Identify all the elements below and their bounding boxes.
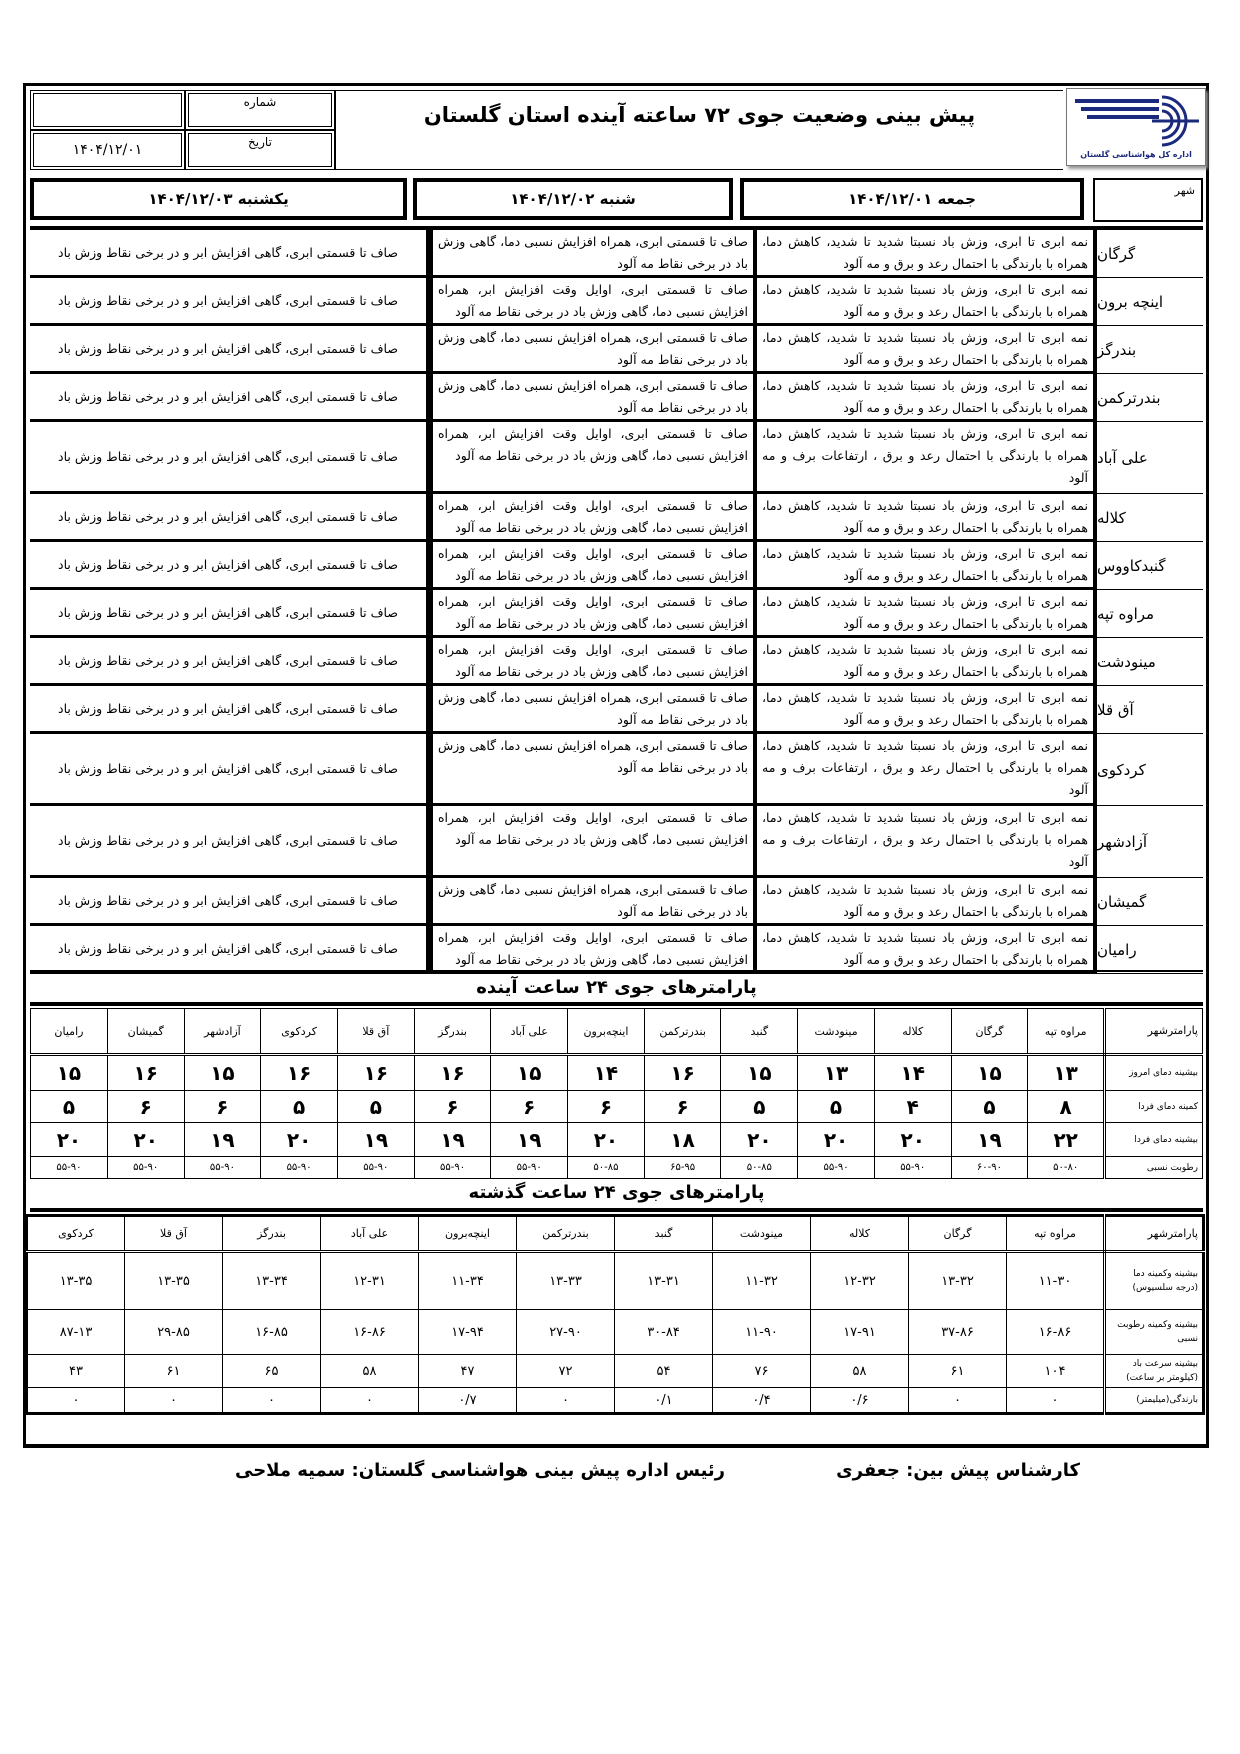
table-cell: ۱۹ [491, 1123, 568, 1157]
forecast-saturday: صاف تا قسمتی ابری، اوایل وقت افزایش ابر، همراه افزایش نسبی دما، گاهی وزش باد در برخی نقاط مه آلود [427, 806, 753, 878]
forecast-sunday: صاف تا قسمتی ابری، گاهی افزایش ابر و در برخی نقاط وزش باد [30, 374, 427, 422]
table-cell: ۵۵-۹۰ [798, 1157, 875, 1179]
table-cell: ۶ [107, 1091, 184, 1123]
table-cell: ۵ [337, 1091, 414, 1123]
head-signature: رئیس اداره پیش بینی هواشناسی گلستان: سمیه ملاحی [235, 1460, 726, 1481]
past24-table [25, 1214, 1205, 1415]
table-cell: ۱۱-۹۰ [713, 1310, 811, 1355]
city-column-header: علی آباد [321, 1216, 419, 1252]
forecast-friday: نمه ابری تا ابری، وزش باد نسبتا شدید تا شدید، کاهش دما، همراه با بارندگی با احتمال رعد و برق ، ارتفاعات برف و مه آلود [753, 734, 1093, 806]
corner-label: پارامترشهر [1105, 1009, 1203, 1055]
page-title: پیش بینی وضعیت جوی ۷۲ ساعته آینده استان گلستان [423, 103, 976, 127]
city-column-header: گمیشان [107, 1009, 184, 1055]
day-header-saturday [413, 178, 733, 220]
table-cell: ۸ [1028, 1091, 1105, 1123]
forecast-sunday: صاف تا قسمتی ابری، گاهی افزایش ابر و در برخی نقاط وزش باد [30, 590, 427, 638]
table-cell: ۶ [414, 1091, 491, 1123]
table-header-row [27, 1216, 1204, 1252]
table-cell: ۲۲ [1028, 1123, 1105, 1157]
forecast-friday: نمه ابری تا ابری، وزش باد نسبتا شدید تا شدید، کاهش دما، همراه با بارندگی با احتمال رعد و برق و مه آلود [753, 638, 1093, 686]
city-name: بندرترکمن [1093, 374, 1203, 422]
forecast-friday: نمه ابری تا ابری، وزش باد نسبتا شدید تا شدید، کاهش دما، همراه با بارندگی با احتمال رعد و برق و مه آلود [753, 686, 1093, 734]
table-cell: ۵ [31, 1091, 108, 1123]
city-column-header: مراوه تپه [1028, 1009, 1105, 1055]
forecast-sunday: صاف تا قسمتی ابری، گاهی افزایش ابر و در برخی نقاط وزش باد [30, 230, 427, 278]
logo-caption: اداره کل هواشناسی گلستان [1080, 150, 1192, 159]
city-name: بندرگز [1093, 326, 1203, 374]
forecast-saturday: صاف تا قسمتی ابری، اوایل وقت افزایش ابر، همراه افزایش نسبی دما، گاهی وزش باد در برخی نقاط مه آلود [427, 926, 753, 974]
table-cell: ۱۶ [107, 1055, 184, 1091]
city-name: گنبدکاووس [1093, 542, 1203, 590]
city-column-header: رامیان [31, 1009, 108, 1055]
forecast-sunday: صاف تا قسمتی ابری، گاهی افزایش ابر و در برخی نقاط وزش باد [30, 542, 427, 590]
city-name: اینچه برون [1093, 278, 1203, 326]
city-name: گرگان [1093, 230, 1203, 278]
next24-title [30, 970, 1203, 1006]
table-cell: ۱۶ [644, 1055, 721, 1091]
forecast-friday: نمه ابری تا ابری، وزش باد نسبتا شدید تا شدید، کاهش دما، همراه با بارندگی با احتمال رعد و برق و مه آلود [753, 494, 1093, 542]
city-header-label: شهر [1174, 184, 1195, 197]
table-cell: ۲۰ [568, 1123, 645, 1157]
forecaster-signature: کارشناس پیش بین: جعفری [836, 1460, 1080, 1481]
city-name: آق قلا [1093, 686, 1203, 734]
day-header-friday [740, 178, 1084, 220]
forecast-saturday: صاف تا قسمتی ابری، اوایل وقت افزایش ابر، همراه افزایش نسبی دما، گاهی وزش باد در برخی نقاط مه آلود [427, 278, 753, 326]
forecast-saturday: صاف تا قسمتی ابری، اوایل وقت افزایش ابر، همراه افزایش نسبی دما، گاهی وزش باد در برخی نقاط مه آلود [427, 542, 753, 590]
table-row [31, 1055, 1203, 1091]
table-cell: ۱۰۴ [1007, 1355, 1105, 1388]
city-name: گمیشان [1093, 878, 1203, 926]
city-name: رامیان [1093, 926, 1203, 974]
forecast-saturday: صاف تا قسمتی ابری، همراه افزایش نسبی دما، گاهی وزش باد در برخی نقاط مه آلود [427, 686, 753, 734]
table-cell: ۰ [1007, 1388, 1105, 1414]
table-cell: ۵ [798, 1091, 875, 1123]
table-cell: ۵۵-۹۰ [337, 1157, 414, 1179]
table-row [31, 1123, 1203, 1157]
table-cell: ۷۶ [713, 1355, 811, 1388]
table-cell: ۱۲-۳۱ [321, 1252, 419, 1310]
row-label: بیشینه دمای فردا [1105, 1123, 1203, 1157]
title-cell [335, 90, 1063, 170]
table-cell: ۲۰ [874, 1123, 951, 1157]
table-cell: ۵۵-۹۰ [31, 1157, 108, 1179]
table-cell: ۶۵-۹۵ [644, 1157, 721, 1179]
forecast-friday: نمه ابری تا ابری، وزش باد نسبتا شدید تا شدید، کاهش دما، همراه با بارندگی با احتمال رعد و برق ، ارتفاعات برف و مه آلود [753, 422, 1093, 494]
city-column-header: مراوه تپه [1007, 1216, 1105, 1252]
forecast-friday: نمه ابری تا ابری، وزش باد نسبتا شدید تا شدید، کاهش دما، همراه با بارندگی با احتمال رعد و برق ، ارتفاعات برف و مه آلود [753, 806, 1093, 878]
forecast-saturday: صاف تا قسمتی ابری، همراه افزایش نسبی دما، گاهی وزش باد در برخی نقاط مه آلود [427, 374, 753, 422]
table-row [31, 1091, 1203, 1123]
city-column-header: کلاله [874, 1009, 951, 1055]
table-cell: ۲۰ [721, 1123, 798, 1157]
corner-label: پارامترشهر [1105, 1216, 1204, 1252]
table-cell: ۱۳ [1028, 1055, 1105, 1091]
table-cell: ۳۷-۸۶ [909, 1310, 1007, 1355]
table-cell: ۱۳-۳۵ [27, 1252, 125, 1310]
city-name: مینودشت [1093, 638, 1203, 686]
table-cell: ۱۴ [874, 1055, 951, 1091]
row-label: بارندگی(میلیمتر) [1105, 1388, 1204, 1414]
city-column-header: بندرگز [223, 1216, 321, 1252]
table-cell: ۵ [261, 1091, 338, 1123]
table-cell: ۱۶-۸۵ [223, 1310, 321, 1355]
table-cell: ۱۷-۹۱ [811, 1310, 909, 1355]
forecast-row [30, 734, 1203, 806]
table-cell: ۶۱ [909, 1355, 1007, 1388]
table-cell: ۴۷ [419, 1355, 517, 1388]
next24-table [30, 1008, 1203, 1179]
forecast-sunday: صاف تا قسمتی ابری، گاهی افزایش ابر و در برخی نقاط وزش باد [30, 326, 427, 374]
table-cell: ۱۳-۳۱ [615, 1252, 713, 1310]
table-cell: ۱۳-۳۳ [517, 1252, 615, 1310]
table-cell: ۱۹ [337, 1123, 414, 1157]
city-column-header: مینودشت [713, 1216, 811, 1252]
table-cell: ۱۵ [31, 1055, 108, 1091]
city-column-header: کردکوی [261, 1009, 338, 1055]
forecast-sunday: صاف تا قسمتی ابری، گاهی افزایش ابر و در برخی نقاط وزش باد [30, 278, 427, 326]
forecast-row [30, 326, 1203, 374]
table-cell: ۵۴ [615, 1355, 713, 1388]
table-cell: ۲۰ [31, 1123, 108, 1157]
table-row [27, 1310, 1204, 1355]
forecast-saturday: صاف تا قسمتی ابری، اوایل وقت افزایش ابر، همراه افزایش نسبی دما، گاهی وزش باد در برخی نقاط مه آلود [427, 590, 753, 638]
table-cell: ۱۹ [414, 1123, 491, 1157]
table-cell: ۱۳-۳۵ [125, 1252, 223, 1310]
table-cell: ۶۰-۹۰ [951, 1157, 1028, 1179]
number-label-cell [185, 90, 335, 130]
table-cell: ۱۹ [951, 1123, 1028, 1157]
table-cell: ۱۵ [184, 1055, 261, 1091]
table-cell: ۰ [223, 1388, 321, 1414]
forecast-row [30, 878, 1203, 926]
table-cell: ۱۶ [414, 1055, 491, 1091]
table-cell: ۰/۱ [615, 1388, 713, 1414]
city-column-header: گرگان [951, 1009, 1028, 1055]
table-cell: ۳۰-۸۴ [615, 1310, 713, 1355]
day-label: یکشنبه ۱۴۰۴/۱۲/۰۳ [148, 190, 289, 208]
date-label: تاریخ [248, 135, 272, 149]
table-header-row [31, 1009, 1203, 1055]
forecast-friday: نمه ابری تا ابری، وزش باد نسبتا شدید تا شدید، کاهش دما، همراه با بارندگی با احتمال رعد و برق و مه آلود [753, 326, 1093, 374]
date-value: ۱۴۰۴/۱۲/۰۱ [72, 142, 143, 158]
table-row [27, 1388, 1204, 1414]
forecast-friday: نمه ابری تا ابری، وزش باد نسبتا شدید تا شدید، کاهش دما، همراه با بارندگی با احتمال رعد و برق و مه آلود [753, 590, 1093, 638]
forecast-row [30, 686, 1203, 734]
table-cell: ۵۰-۸۵ [568, 1157, 645, 1179]
table-cell: ۴ [874, 1091, 951, 1123]
city-column-header: گنبد [615, 1216, 713, 1252]
city-column-header: بندرترکمن [644, 1009, 721, 1055]
row-label: بیشینه وکمینه دما (درجه سلسیوس) [1105, 1252, 1204, 1310]
table-cell: ۶ [184, 1091, 261, 1123]
city-column-header: گرگان [909, 1216, 1007, 1252]
table-cell: ۰/۶ [811, 1388, 909, 1414]
city-column-header: آق قلا [125, 1216, 223, 1252]
day-label: شنبه ۱۴۰۴/۱۲/۰۲ [510, 190, 636, 208]
forecast-row [30, 374, 1203, 422]
forecast-sunday: صاف تا قسمتی ابری، گاهی افزایش ابر و در برخی نقاط وزش باد [30, 878, 427, 926]
table-cell: ۱۵ [951, 1055, 1028, 1091]
forecast-saturday: صاف تا قسمتی ابری، همراه افزایش نسبی دما، گاهی وزش باد در برخی نقاط مه آلود [427, 326, 753, 374]
city-column-header: بندرترکمن [517, 1216, 615, 1252]
city-column-header: کلاله [811, 1216, 909, 1252]
table-cell: ۰ [27, 1388, 125, 1414]
table-cell: ۱۹ [184, 1123, 261, 1157]
table-cell: ۸۷-۱۳ [27, 1310, 125, 1355]
city-column-header: مینودشت [798, 1009, 875, 1055]
city-column-header: آق قلا [337, 1009, 414, 1055]
forecast-friday: نمه ابری تا ابری، وزش باد نسبتا شدید تا شدید، کاهش دما، همراه با بارندگی با احتمال رعد و برق و مه آلود [753, 542, 1093, 590]
city-name: کلاله [1093, 494, 1203, 542]
day-header-sunday [30, 178, 407, 220]
table-cell: ۵۵-۹۰ [184, 1157, 261, 1179]
row-label: بیشینه سرعت باد (کیلومتر بر ساعت) [1105, 1355, 1204, 1388]
table-cell: ۲۰ [798, 1123, 875, 1157]
day-label: جمعه ۱۴۰۴/۱۲/۰۱ [848, 190, 976, 208]
table-cell: ۵۸ [811, 1355, 909, 1388]
table-cell: ۵۵-۹۰ [107, 1157, 184, 1179]
past24-title [30, 1176, 1203, 1212]
table-row [27, 1252, 1204, 1310]
city-column-header: گنبد [721, 1009, 798, 1055]
date-label-cell [185, 130, 335, 170]
table-cell: ۶ [568, 1091, 645, 1123]
city-name: آزادشهر [1093, 806, 1203, 878]
table-cell: ۱۳-۳۲ [909, 1252, 1007, 1310]
table-cell: ۰ [909, 1388, 1007, 1414]
table-cell: ۴۳ [27, 1355, 125, 1388]
table-cell: ۵ [721, 1091, 798, 1123]
table-cell: ۱۱-۳۴ [419, 1252, 517, 1310]
city-column-header: علی آباد [491, 1009, 568, 1055]
city-column-header: کردکوی [27, 1216, 125, 1252]
forecast-row [30, 494, 1203, 542]
forecast-row [30, 590, 1203, 638]
forecast-friday: نمه ابری تا ابری، وزش باد نسبتا شدید تا شدید، کاهش دما، همراه با بارندگی با احتمال رعد و برق و مه آلود [753, 230, 1093, 278]
table-cell: ۰/۴ [713, 1388, 811, 1414]
forecast-friday: نمه ابری تا ابری، وزش باد نسبتا شدید تا شدید، کاهش دما، همراه با بارندگی با احتمال رعد و برق و مه آلود [753, 878, 1093, 926]
table-cell: ۰ [125, 1388, 223, 1414]
table-cell: ۵۰-۸۵ [721, 1157, 798, 1179]
forecast-friday: نمه ابری تا ابری، وزش باد نسبتا شدید تا شدید، کاهش دما، همراه با بارندگی با احتمال رعد و برق و مه آلود [753, 374, 1093, 422]
table-cell: ۱۶ [337, 1055, 414, 1091]
table-cell: ۱۶-۸۶ [1007, 1310, 1105, 1355]
past24-title-text: پارامترهای جوی ۲۴ ساعت گذشته [468, 1181, 765, 1203]
meteorological-organization-logo [1066, 88, 1206, 166]
logo-emblem-icon [1067, 89, 1207, 149]
table-cell: ۱۳-۳۴ [223, 1252, 321, 1310]
forecast-saturday: صاف تا قسمتی ابری، اوایل وقت افزایش ابر، همراه افزایش نسبی دما، گاهی وزش باد در برخی نقاط مه آلود [427, 422, 753, 494]
table-cell: ۱۵ [491, 1055, 568, 1091]
forecast-row [30, 806, 1203, 878]
city-name: مراوه تپه [1093, 590, 1203, 638]
forecast-sunday: صاف تا قسمتی ابری، گاهی افزایش ابر و در برخی نقاط وزش باد [30, 494, 427, 542]
table-cell: ۰ [321, 1388, 419, 1414]
forecast-row [30, 230, 1203, 278]
city-column-header: بندرگز [414, 1009, 491, 1055]
table-cell: ۲۰ [107, 1123, 184, 1157]
forecast-row [30, 542, 1203, 590]
date-value-cell [30, 130, 185, 170]
forecast-friday: نمه ابری تا ابری، وزش باد نسبتا شدید تا شدید، کاهش دما، همراه با بارندگی با احتمال رعد و برق و مه آلود [753, 926, 1093, 974]
forecast-sunday: صاف تا قسمتی ابری، گاهی افزایش ابر و در برخی نقاط وزش باد [30, 422, 427, 494]
city-name: کردکوی [1093, 734, 1203, 806]
row-label: بیشینه وکمینه رطوبت نسبی [1105, 1310, 1204, 1355]
forecast-saturday: صاف تا قسمتی ابری، اوایل وقت افزایش ابر، همراه افزایش نسبی دما، گاهی وزش باد در برخی نقاط مه آلود [427, 494, 753, 542]
table-cell: ۶۵ [223, 1355, 321, 1388]
forecast-sunday: صاف تا قسمتی ابری، گاهی افزایش ابر و در برخی نقاط وزش باد [30, 638, 427, 686]
table-cell: ۱۳ [798, 1055, 875, 1091]
table-cell: ۱۸ [644, 1123, 721, 1157]
forecast-sunday: صاف تا قسمتی ابری، گاهی افزایش ابر و در برخی نقاط وزش باد [30, 806, 427, 878]
table-cell: ۶ [491, 1091, 568, 1123]
table-cell: ۶۱ [125, 1355, 223, 1388]
forecast-row [30, 638, 1203, 686]
table-cell: ۵۵-۹۰ [491, 1157, 568, 1179]
table-cell: ۵ [951, 1091, 1028, 1123]
table-cell: ۵۵-۹۰ [874, 1157, 951, 1179]
forecast-sunday: صاف تا قسمتی ابری، گاهی افزایش ابر و در برخی نقاط وزش باد [30, 734, 427, 806]
table-cell: ۰/۷ [419, 1388, 517, 1414]
forecast-saturday: صاف تا قسمتی ابری، همراه افزایش نسبی دما، گاهی وزش باد در برخی نقاط مه آلود [427, 734, 753, 806]
table-row [27, 1355, 1204, 1388]
city-column-header: آزادشهر [184, 1009, 261, 1055]
city-header [1093, 178, 1203, 222]
city-column-header: اینچه‌برون [419, 1216, 517, 1252]
table-cell: ۱۵ [721, 1055, 798, 1091]
table-cell: ۵۵-۹۰ [261, 1157, 338, 1179]
table-cell: ۲۹-۸۵ [125, 1310, 223, 1355]
row-label: کمینه دمای فردا [1105, 1091, 1203, 1123]
table-cell: ۱۱-۳۰ [1007, 1252, 1105, 1310]
table-cell: ۷۲ [517, 1355, 615, 1388]
forecast-sunday: صاف تا قسمتی ابری، گاهی افزایش ابر و در برخی نقاط وزش باد [30, 686, 427, 734]
table-cell: ۱۷-۹۴ [419, 1310, 517, 1355]
forecast-saturday: صاف تا قسمتی ابری، همراه افزایش نسبی دما، گاهی وزش باد در برخی نقاط مه آلود [427, 878, 753, 926]
table-cell: ۱۶-۸۶ [321, 1310, 419, 1355]
table-cell: ۶ [644, 1091, 721, 1123]
table-cell: ۲۷-۹۰ [517, 1310, 615, 1355]
forecast-friday: نمه ابری تا ابری، وزش باد نسبتا شدید تا شدید، کاهش دما، همراه با بارندگی با احتمال رعد و برق و مه آلود [753, 278, 1093, 326]
table-cell: ۲۰ [261, 1123, 338, 1157]
forecast-saturday: صاف تا قسمتی ابری، همراه افزایش نسبی دما، گاهی وزش باد در برخی نقاط مه آلود [427, 230, 753, 278]
table-cell: ۱۱-۳۲ [713, 1252, 811, 1310]
table-cell: ۵۰-۸۰ [1028, 1157, 1105, 1179]
forecast-row [30, 926, 1203, 974]
number-value-cell [30, 90, 185, 130]
forecast-table [30, 226, 1203, 974]
row-label: بیشینه دمای امروز [1105, 1055, 1203, 1091]
forecast-row [30, 278, 1203, 326]
row-label: رطوبت نسبی [1105, 1157, 1203, 1179]
table-cell: ۰ [517, 1388, 615, 1414]
table-cell: ۵۵-۹۰ [414, 1157, 491, 1179]
next24-title-text: پارامترهای جوی ۲۴ ساعت آینده [476, 976, 757, 998]
city-column-header: اینچه‌برون [568, 1009, 645, 1055]
table-cell: ۱۶ [261, 1055, 338, 1091]
table-cell: ۵۸ [321, 1355, 419, 1388]
forecast-saturday: صاف تا قسمتی ابری، اوایل وقت افزایش ابر، همراه افزایش نسبی دما، گاهی وزش باد در برخی نقاط مه آلود [427, 638, 753, 686]
number-label: شماره [243, 95, 277, 109]
table-cell: ۱۴ [568, 1055, 645, 1091]
forecast-sunday: صاف تا قسمتی ابری، گاهی افزایش ابر و در برخی نقاط وزش باد [30, 926, 427, 974]
city-name: علی آباد [1093, 422, 1203, 494]
forecast-row [30, 422, 1203, 494]
table-cell: ۱۲-۳۲ [811, 1252, 909, 1310]
